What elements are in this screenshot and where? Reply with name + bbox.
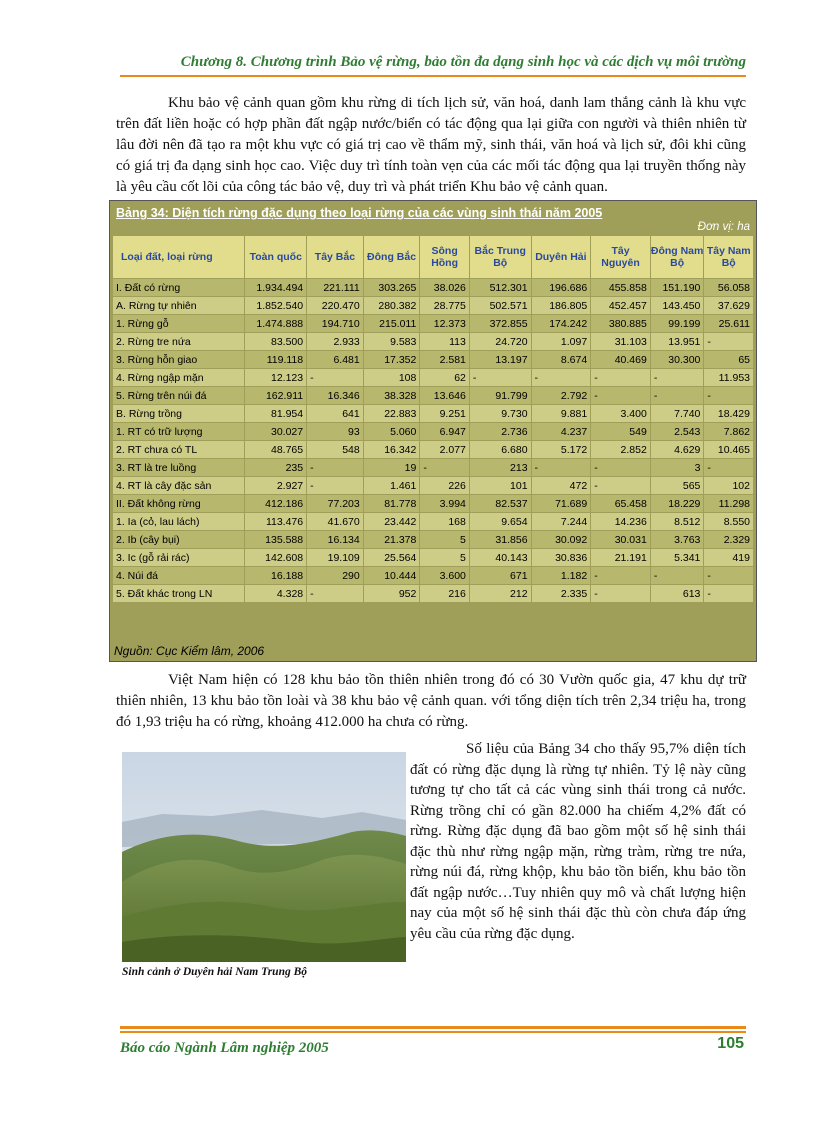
table-cell: 9.654 (470, 513, 531, 530)
table-cell: 21.378 (364, 531, 420, 548)
table-cell: 502.571 (470, 297, 531, 314)
table-cell: 1.934.494 (245, 279, 306, 296)
table-cell: 16.342 (364, 441, 420, 458)
row-label: 2. Rừng tre nứa (113, 333, 244, 350)
table-cell: 1.461 (364, 477, 420, 494)
table-cell: 1.852.540 (245, 297, 306, 314)
row-label: 3. Ic (gỗ rải rác) (113, 549, 244, 566)
column-header: Đông Nam Bộ (651, 236, 704, 278)
table-cell: 18.229 (651, 495, 704, 512)
table-cell: 5.341 (651, 549, 704, 566)
table-row (113, 387, 753, 404)
table-cell: 194.710 (307, 315, 363, 332)
table-cell: 65.458 (591, 495, 650, 512)
table-cell: - (591, 387, 650, 404)
table-cell: 38.026 (420, 279, 469, 296)
table-cell: - (704, 585, 753, 602)
table-cell: 5 (420, 531, 469, 548)
row-label: 2. RT chưa có TL (113, 441, 244, 458)
table-cell: 280.382 (364, 297, 420, 314)
table-cell: 196.686 (532, 279, 591, 296)
landscape-photo-image (122, 752, 406, 962)
table-cell: 162.911 (245, 387, 306, 404)
table-cell: - (651, 387, 704, 404)
stats-paragraph: Việt Nam hiện có 128 khu bảo tồn thiên nhiên trong đó có 30 Vườn quốc gia, 47 khu dự trữ thiên nhiên, 13 khu bảo tồn loài và 38 khu bảo vệ cảnh quan. với tổng diện tích trên 2,34 triệu ha, trong đó 1,93 triệu ha có rừng, khoảng 412.000 ha chưa có rừng. (116, 672, 746, 730)
column-header: Toàn quốc (245, 236, 306, 278)
table-cell: 3 (651, 459, 704, 476)
table-cell: 4.237 (532, 423, 591, 440)
table-cell: 135.588 (245, 531, 306, 548)
analysis-paragraph: Số liệu của Bảng 34 cho thấy 95,7% diện tích đất có rừng đặc dụng là rừng tự nhiên. Tỷ lệ này cũng tương tự cho tất cả các vùng sinh thái trong cả nước. Rừng trồng chỉ có gần 82.000 ha chiếm 4,2% đất có rừng. Rừng đặc dụng đã bao gồm một số hệ sinh thái đặc thù như rừng ngập mặn, rừng tràm, rừng tre nứa, rừng núi đá, rừng khộp, khu bảo tồn biển, khu bảo tồn đất ngập nước…Tuy nhiên quy mô và chất lượng hiện nay của một số hệ sinh thái đặc thù còn chưa đáp ứng yêu cầu của rừng đặc dụng. (410, 741, 746, 942)
table-cell: 37.629 (704, 297, 753, 314)
table-cell: 472 (532, 477, 591, 494)
table-cell: 2.581 (420, 351, 469, 368)
table-cell: 28.775 (420, 297, 469, 314)
table-cell: 2.543 (651, 423, 704, 440)
table-cell: 9.583 (364, 333, 420, 350)
table-cell: 4.629 (651, 441, 704, 458)
table-cell: - (704, 567, 753, 584)
table-cell: 17.352 (364, 351, 420, 368)
table-cell: 5 (420, 549, 469, 566)
footer-divider-thin (120, 1031, 746, 1033)
row-label: 4. RT là cây đặc sản (113, 477, 244, 494)
table-row (113, 369, 753, 386)
footer-divider (120, 1026, 746, 1029)
table-cell: 99.199 (651, 315, 704, 332)
table-cell: 412.186 (245, 495, 306, 512)
table-body (113, 279, 753, 602)
table-cell: - (470, 369, 531, 386)
table-cell: 65 (704, 351, 753, 368)
table-cell: 235 (245, 459, 306, 476)
header-divider (120, 75, 746, 77)
table-cell: 11.953 (704, 369, 753, 386)
table-cell: 7.740 (651, 405, 704, 422)
table-cell: 419 (704, 549, 753, 566)
table-cell: 455.858 (591, 279, 650, 296)
table-cell: 2.335 (532, 585, 591, 602)
table-cell: 8.674 (532, 351, 591, 368)
page-number: 105 (717, 1035, 744, 1052)
row-label: 5. Rừng trên núi đá (113, 387, 244, 404)
table-cell: 31.856 (470, 531, 531, 548)
table-row (113, 567, 753, 584)
table-cell: 303.265 (364, 279, 420, 296)
row-label: 1. Rừng gỗ (113, 315, 244, 332)
table-cell: 613 (651, 585, 704, 602)
table-cell: 30.836 (532, 549, 591, 566)
table-cell: - (307, 459, 363, 476)
table-cell: - (591, 477, 650, 494)
table-cell: - (651, 567, 704, 584)
table-row (113, 297, 753, 314)
table-row (113, 585, 753, 602)
table-cell: 565 (651, 477, 704, 494)
table-cell: 4.328 (245, 585, 306, 602)
table-cell: 25.564 (364, 549, 420, 566)
row-label: 2. Ib (cây bụi) (113, 531, 244, 548)
table-cell: 40.469 (591, 351, 650, 368)
table-cell: 6.680 (470, 441, 531, 458)
table-cell: - (307, 585, 363, 602)
table-cell: 83.500 (245, 333, 306, 350)
table-cell: - (591, 369, 650, 386)
table-cell: 1.474.888 (245, 315, 306, 332)
table-cell: 5.060 (364, 423, 420, 440)
column-header: Bắc Trung Bộ (470, 236, 531, 278)
table-cell: 77.203 (307, 495, 363, 512)
table-cell: 1.182 (532, 567, 591, 584)
table-cell: 7.862 (704, 423, 753, 440)
landscape-photo (122, 752, 406, 962)
table-cell: 220.470 (307, 297, 363, 314)
table-cell: 142.608 (245, 549, 306, 566)
table-cell: 2.329 (704, 531, 753, 548)
table-cell: 212 (470, 585, 531, 602)
table-cell: 11.298 (704, 495, 753, 512)
table-row (113, 495, 753, 512)
table-cell: - (651, 369, 704, 386)
table-cell: 216 (420, 585, 469, 602)
table-cell: - (532, 369, 591, 386)
table-cell: 3.400 (591, 405, 650, 422)
table-cell: 290 (307, 567, 363, 584)
table-cell: 119.118 (245, 351, 306, 368)
table-cell: 38.328 (364, 387, 420, 404)
table-row (113, 477, 753, 494)
table-title: Bảng 34: Diện tích rừng đặc dụng theo loại rừng của các vùng sinh thái năm 2005 (116, 206, 603, 220)
table-cell: 12.373 (420, 315, 469, 332)
table-cell: 226 (420, 477, 469, 494)
table-cell: 113 (420, 333, 469, 350)
data-table (112, 235, 754, 603)
table-cell: 2.736 (470, 423, 531, 440)
table-unit: Đơn vị: ha (697, 221, 750, 233)
table-cell: 151.190 (651, 279, 704, 296)
table-cell: 2.852 (591, 441, 650, 458)
table-cell: 81.778 (364, 495, 420, 512)
table-cell: 1.097 (532, 333, 591, 350)
table-cell: 48.765 (245, 441, 306, 458)
table-cell: 23.442 (364, 513, 420, 530)
table-cell: 16.346 (307, 387, 363, 404)
intro-paragraph: Khu bảo vệ cảnh quan gồm khu rừng di tích lịch sử, văn hoá, danh lam thắng cảnh là khu vực trên đất liền hoặc có hợp phần đất ngập nước/biển có tác động qua lại giữa con người và thiên nhiên từ lâu đời nên đã tạo ra một khu vực có giá trị cao về thẩm mỹ, sinh thái, văn hoá và lịch sử, đôi khi cũng có giá trị đa dạng sinh học cao. Việc duy trì tính toàn vẹn của các mối tác động qua lại truyền thống này là yêu cầu cốt lõi của công tác bảo vệ, duy trì và phát triển Khu bảo vệ cảnh quan. (116, 95, 746, 195)
table-cell: 6.947 (420, 423, 469, 440)
table-cell: 5.172 (532, 441, 591, 458)
column-header: Tây Nguyên (591, 236, 650, 278)
table-cell: 2.077 (420, 441, 469, 458)
table-cell: - (420, 459, 469, 476)
table-cell: 40.143 (470, 549, 531, 566)
table-cell: 8.550 (704, 513, 753, 530)
table-cell: - (704, 387, 753, 404)
table-cell: 30.027 (245, 423, 306, 440)
table-cell: 19 (364, 459, 420, 476)
column-header: Sông Hồng (420, 236, 469, 278)
table-cell: 30.300 (651, 351, 704, 368)
table-source: Nguồn: Cục Kiểm lâm, 2006 (114, 644, 265, 658)
table-cell: 13.197 (470, 351, 531, 368)
table-cell: 16.134 (307, 531, 363, 548)
table-cell: 22.883 (364, 405, 420, 422)
table-cell: - (704, 459, 753, 476)
table-row (113, 333, 753, 350)
table-row (113, 441, 753, 458)
column-header: Loại đất, loại rừng (113, 236, 244, 278)
table-row (113, 513, 753, 530)
table-cell: 30.031 (591, 531, 650, 548)
table-cell: 30.092 (532, 531, 591, 548)
table-cell: 671 (470, 567, 531, 584)
table-cell: - (532, 459, 591, 476)
table-cell: 82.537 (470, 495, 531, 512)
table-cell: 16.188 (245, 567, 306, 584)
table-cell: 9.251 (420, 405, 469, 422)
table-cell: 221.111 (307, 279, 363, 296)
forest-area-table (109, 200, 757, 662)
table-cell: 952 (364, 585, 420, 602)
table-cell: 512.301 (470, 279, 531, 296)
table-cell: - (704, 333, 753, 350)
table-cell: 548 (307, 441, 363, 458)
table-cell: 91.799 (470, 387, 531, 404)
table-cell: - (591, 567, 650, 584)
table-cell: 380.885 (591, 315, 650, 332)
table-cell: 71.689 (532, 495, 591, 512)
table-cell: 13.951 (651, 333, 704, 350)
table-cell: 186.805 (532, 297, 591, 314)
table-cell: 81.954 (245, 405, 306, 422)
table-row (113, 279, 753, 296)
table-row (113, 459, 753, 476)
table-cell: - (307, 477, 363, 494)
table-cell: - (591, 585, 650, 602)
table-row (113, 405, 753, 422)
table-row (113, 423, 753, 440)
row-label: 1. RT có trữ lượng (113, 423, 244, 440)
table-cell: 215.011 (364, 315, 420, 332)
table-cell: 9.881 (532, 405, 591, 422)
table-cell: 8.512 (651, 513, 704, 530)
table-cell: 93 (307, 423, 363, 440)
table-cell: 10.444 (364, 567, 420, 584)
table-cell: 14.236 (591, 513, 650, 530)
table-cell: 2.927 (245, 477, 306, 494)
table-cell: 213 (470, 459, 531, 476)
row-label: 5. Đất khác trong LN (113, 585, 244, 602)
table-cell: 31.103 (591, 333, 650, 350)
chapter-header: Chương 8. Chương trình Bảo vệ rừng, bảo tồn đa dạng sinh học và các dịch vụ môi trường (180, 54, 746, 70)
table-row (113, 549, 753, 566)
row-label: 3. Rừng hỗn giao (113, 351, 244, 368)
table-cell: 3.763 (651, 531, 704, 548)
table-cell: 143.450 (651, 297, 704, 314)
table-cell: 10.465 (704, 441, 753, 458)
table-cell: 12.123 (245, 369, 306, 386)
row-label: II. Đất không rừng (113, 495, 244, 512)
table-cell: 3.600 (420, 567, 469, 584)
table-cell: 25.611 (704, 315, 753, 332)
row-label: 3. RT là tre luồng (113, 459, 244, 476)
table-row (113, 351, 753, 368)
table-cell: 62 (420, 369, 469, 386)
row-label: I. Đất có rừng (113, 279, 244, 296)
report-title: Báo cáo Ngành Lâm nghiệp 2005 (120, 1040, 329, 1056)
table-cell: 19.109 (307, 549, 363, 566)
table-cell: 13.646 (420, 387, 469, 404)
table-row (113, 315, 753, 332)
table-cell: 41.670 (307, 513, 363, 530)
table-cell: 6.481 (307, 351, 363, 368)
table-cell: 9.730 (470, 405, 531, 422)
table-cell: 549 (591, 423, 650, 440)
table-cell: - (591, 459, 650, 476)
column-header: Duyên Hải (532, 236, 591, 278)
table-header-row (113, 236, 753, 278)
photo-caption: Sinh cảnh ở Duyên hải Nam Trung Bộ (122, 966, 308, 978)
table-cell: 56.058 (704, 279, 753, 296)
table-cell: 24.720 (470, 333, 531, 350)
row-label: B. Rừng trồng (113, 405, 244, 422)
table-cell: 7.244 (532, 513, 591, 530)
table-cell: 2.792 (532, 387, 591, 404)
column-header: Đông Bắc (364, 236, 420, 278)
table-cell: 21.191 (591, 549, 650, 566)
table-cell: 641 (307, 405, 363, 422)
table-row (113, 531, 753, 548)
row-label: A. Rừng tự nhiên (113, 297, 244, 314)
row-label: 4. Núi đá (113, 567, 244, 584)
row-label: 4. Rừng ngập mặn (113, 369, 244, 386)
column-header: Tây Bắc (307, 236, 363, 278)
table-cell: 3.994 (420, 495, 469, 512)
table-cell: 108 (364, 369, 420, 386)
table-cell: 174.242 (532, 315, 591, 332)
table-cell: 2.933 (307, 333, 363, 350)
row-label: 1. Ia (cỏ, lau lách) (113, 513, 244, 530)
table-cell: 18.429 (704, 405, 753, 422)
column-header: Tây Nam Bộ (704, 236, 753, 278)
table-cell: 101 (470, 477, 531, 494)
table-cell: 102 (704, 477, 753, 494)
table-cell: 113.476 (245, 513, 306, 530)
table-cell: 168 (420, 513, 469, 530)
table-cell: 372.855 (470, 315, 531, 332)
table-cell: - (307, 369, 363, 386)
table-cell: 452.457 (591, 297, 650, 314)
